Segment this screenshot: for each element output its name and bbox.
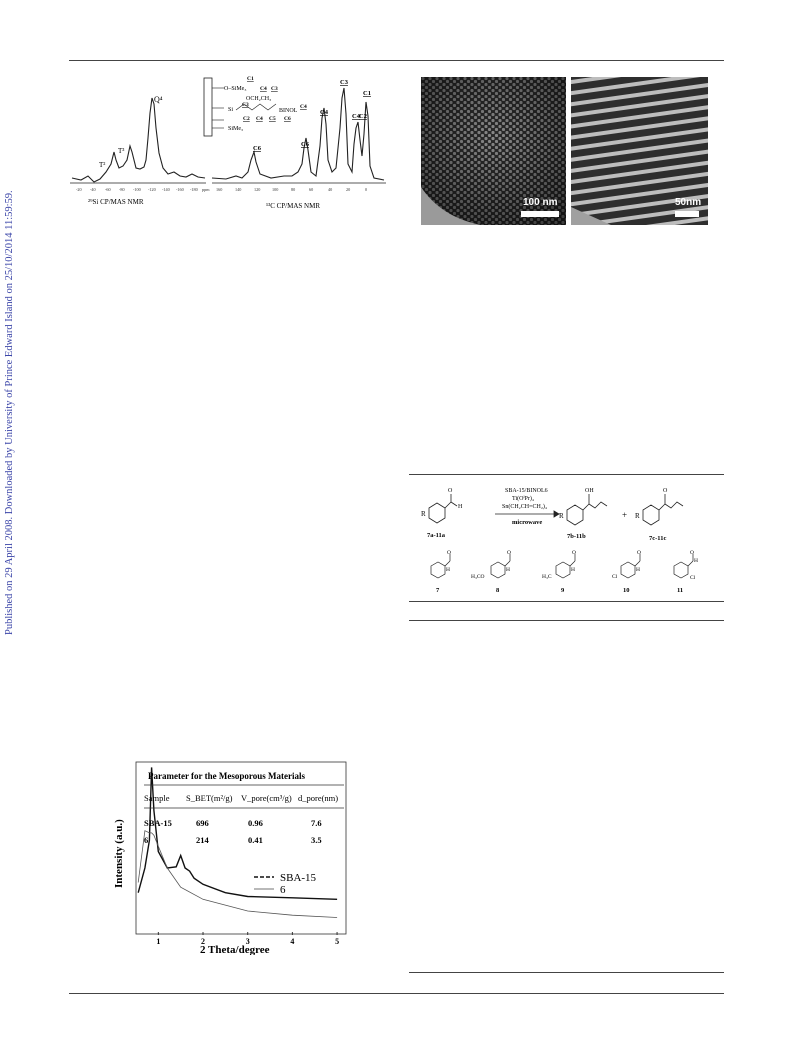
c-peak-label: C2 bbox=[359, 113, 367, 120]
table-cell: 3.5 bbox=[311, 835, 322, 845]
substrate-label: 7 bbox=[436, 587, 440, 594]
table-cell: 7.6 bbox=[311, 818, 322, 828]
svg-text:C4: C4 bbox=[260, 86, 267, 92]
scheme-bottom-rule bbox=[409, 601, 724, 602]
svg-text:C6: C6 bbox=[284, 116, 291, 122]
r-group: R bbox=[559, 512, 564, 520]
svg-text:O: O bbox=[637, 550, 641, 556]
x-axis-label: 2 Theta/degree bbox=[200, 944, 270, 955]
table-header: V_pore(cm³/g) bbox=[241, 793, 292, 803]
c-peak-label: C4 bbox=[320, 109, 328, 116]
table-header: S_BET(m²/g) bbox=[186, 793, 233, 803]
svg-text:-20: -20 bbox=[76, 187, 82, 192]
substituent: Cl bbox=[690, 575, 696, 581]
reactant-label: 7a-11a bbox=[427, 532, 446, 539]
reagent-line: SBA-15/BINOL6 bbox=[505, 488, 548, 494]
r-group: R bbox=[421, 510, 426, 518]
svg-text:ppm: ppm bbox=[202, 187, 210, 192]
reagent-line: Ti(OⁱPr)₄ bbox=[512, 496, 534, 502]
c-nmr-trace bbox=[212, 88, 384, 180]
x-tick-label: 2 bbox=[201, 937, 206, 946]
table-cell: SBA-15 bbox=[144, 818, 172, 828]
surface-structure bbox=[204, 76, 307, 136]
download-notice-text: Published on 29 April 2008. Downloaded by University of Prince Edward Island on 25/10/2014 11:59:59. bbox=[4, 190, 15, 635]
svg-text:0: 0 bbox=[365, 187, 368, 192]
svg-text:Si: Si bbox=[228, 107, 234, 113]
table-top-rule bbox=[409, 620, 724, 621]
table-cell: 0.96 bbox=[248, 818, 263, 828]
parameter-table bbox=[144, 771, 344, 845]
svg-text:80: 80 bbox=[291, 187, 296, 192]
svg-text:O: O bbox=[507, 550, 511, 556]
svg-text:-140: -140 bbox=[162, 187, 170, 192]
xrd-chart bbox=[108, 760, 353, 955]
svg-text:C3: C3 bbox=[242, 102, 249, 108]
svg-text:-180: -180 bbox=[190, 187, 198, 192]
plot-frame bbox=[136, 762, 346, 934]
si-nmr-trace bbox=[72, 98, 205, 182]
svg-text:H: H bbox=[446, 567, 450, 573]
si-ticks bbox=[76, 187, 210, 192]
xrd-series bbox=[138, 767, 337, 917]
svg-text:OCH₂CH₃: OCH₂CH₃ bbox=[246, 96, 272, 102]
y-axis-label: Intensity (a.u.) bbox=[113, 819, 125, 888]
download-notice bbox=[2, 150, 20, 650]
svg-text:H: H bbox=[571, 567, 575, 573]
tem-scale-bar-left bbox=[521, 211, 559, 217]
svg-text:C5: C5 bbox=[269, 116, 276, 122]
c-peak-label: C6 bbox=[253, 145, 261, 152]
svg-text:C2: C2 bbox=[243, 116, 250, 122]
svg-text:-80: -80 bbox=[119, 187, 125, 192]
reagent-line: Sn(CH₂CH=CH₂)₄ bbox=[502, 504, 547, 510]
table-cell: 0.41 bbox=[248, 835, 263, 845]
c-axis-label: ¹³C CP/MAS NMR bbox=[266, 202, 320, 210]
si-peak-label: Q⁴ bbox=[154, 95, 163, 104]
footer-rule bbox=[69, 993, 724, 994]
substrate-label: 10 bbox=[623, 587, 630, 594]
svg-text:C3: C3 bbox=[271, 86, 278, 92]
svg-text:160: 160 bbox=[216, 187, 223, 192]
svg-text:-160: -160 bbox=[176, 187, 184, 192]
x-tick-label: 4 bbox=[290, 937, 295, 946]
x-tick-label: 3 bbox=[245, 937, 250, 946]
r-group: R bbox=[635, 512, 640, 520]
si-peak-label: T² bbox=[99, 161, 106, 169]
substituent: H₃CO bbox=[471, 574, 485, 580]
tem-image-channels bbox=[571, 77, 708, 225]
svg-text:H: H bbox=[506, 567, 510, 573]
scheme-top-rule bbox=[409, 474, 724, 475]
legend bbox=[254, 872, 317, 896]
c-peak-label: C6 bbox=[301, 141, 309, 148]
c-ticks bbox=[216, 187, 367, 192]
svg-text:O: O bbox=[447, 550, 451, 556]
product2-label: 7c-11c bbox=[649, 535, 667, 542]
x-tick-label: 1 bbox=[156, 937, 161, 946]
c-peak-label: C3 bbox=[340, 79, 348, 86]
table-header: d_pore(nm) bbox=[298, 793, 339, 803]
table-header: Sample bbox=[144, 793, 170, 803]
svg-text:-120: -120 bbox=[148, 187, 156, 192]
svg-text:140: 140 bbox=[235, 187, 242, 192]
table-cell: 696 bbox=[196, 818, 209, 828]
legend-label: SBA-15 bbox=[280, 872, 317, 884]
table-cell: 214 bbox=[196, 835, 209, 845]
hydroxyl-group: OH bbox=[585, 488, 594, 494]
table-cell: 6 bbox=[144, 835, 149, 845]
si-peak-label: T³ bbox=[118, 147, 125, 155]
product1-label: 7b-11b bbox=[567, 533, 586, 540]
svg-text:C4: C4 bbox=[300, 104, 307, 110]
svg-text:20: 20 bbox=[346, 187, 351, 192]
svg-text:SiMe₃: SiMe₃ bbox=[228, 126, 244, 132]
svg-text:C4: C4 bbox=[256, 116, 263, 122]
svg-text:BINOL: BINOL bbox=[279, 108, 298, 114]
substituent: Cl bbox=[612, 574, 618, 580]
x-tick-label: 5 bbox=[335, 937, 340, 946]
oxygen-atom: O bbox=[448, 488, 453, 494]
hydrogen-atom: H bbox=[458, 504, 463, 510]
c-peak-label: C1 bbox=[363, 90, 371, 97]
ketone-oxygen: O bbox=[663, 488, 668, 494]
reagent-line: microwave bbox=[512, 519, 543, 526]
svg-text:120: 120 bbox=[254, 187, 261, 192]
tem-scale-label-right: 50nm bbox=[675, 197, 702, 208]
reaction-scheme bbox=[409, 480, 724, 598]
svg-text:40: 40 bbox=[328, 187, 333, 192]
column-rule bbox=[409, 972, 724, 973]
svg-text:-60: -60 bbox=[105, 187, 111, 192]
tem-image-hexagonal bbox=[421, 77, 566, 225]
table-title: Parameter for the Mesoporous Materials bbox=[148, 771, 305, 781]
substrate-label: 9 bbox=[561, 587, 565, 594]
svg-text:O–SiMe₃: O–SiMe₃ bbox=[224, 86, 247, 92]
svg-text:H: H bbox=[636, 567, 640, 573]
header-rule bbox=[69, 60, 724, 61]
svg-text:O: O bbox=[572, 550, 576, 556]
svg-text:100: 100 bbox=[272, 187, 279, 192]
svg-text:-100: -100 bbox=[133, 187, 141, 192]
svg-text:-40: -40 bbox=[90, 187, 96, 192]
svg-text:60: 60 bbox=[309, 187, 314, 192]
plus-sign: + bbox=[622, 510, 628, 520]
si-axis-label: ²⁹Si CP/MAS NMR bbox=[88, 198, 144, 206]
svg-text:H: H bbox=[694, 558, 698, 564]
tem-scale-bar-right bbox=[675, 211, 699, 217]
svg-text:O: O bbox=[690, 550, 694, 556]
substrate-label: 8 bbox=[496, 587, 500, 594]
legend-label: 6 bbox=[280, 884, 286, 896]
c-peak-label: C4 bbox=[352, 113, 360, 120]
tem-scale-label-left: 100 nm bbox=[523, 197, 558, 208]
svg-text:C1: C1 bbox=[247, 76, 254, 82]
nmr-figure bbox=[66, 68, 388, 228]
substrate-label: 11 bbox=[677, 587, 684, 594]
substituent: H₃C bbox=[542, 574, 552, 580]
